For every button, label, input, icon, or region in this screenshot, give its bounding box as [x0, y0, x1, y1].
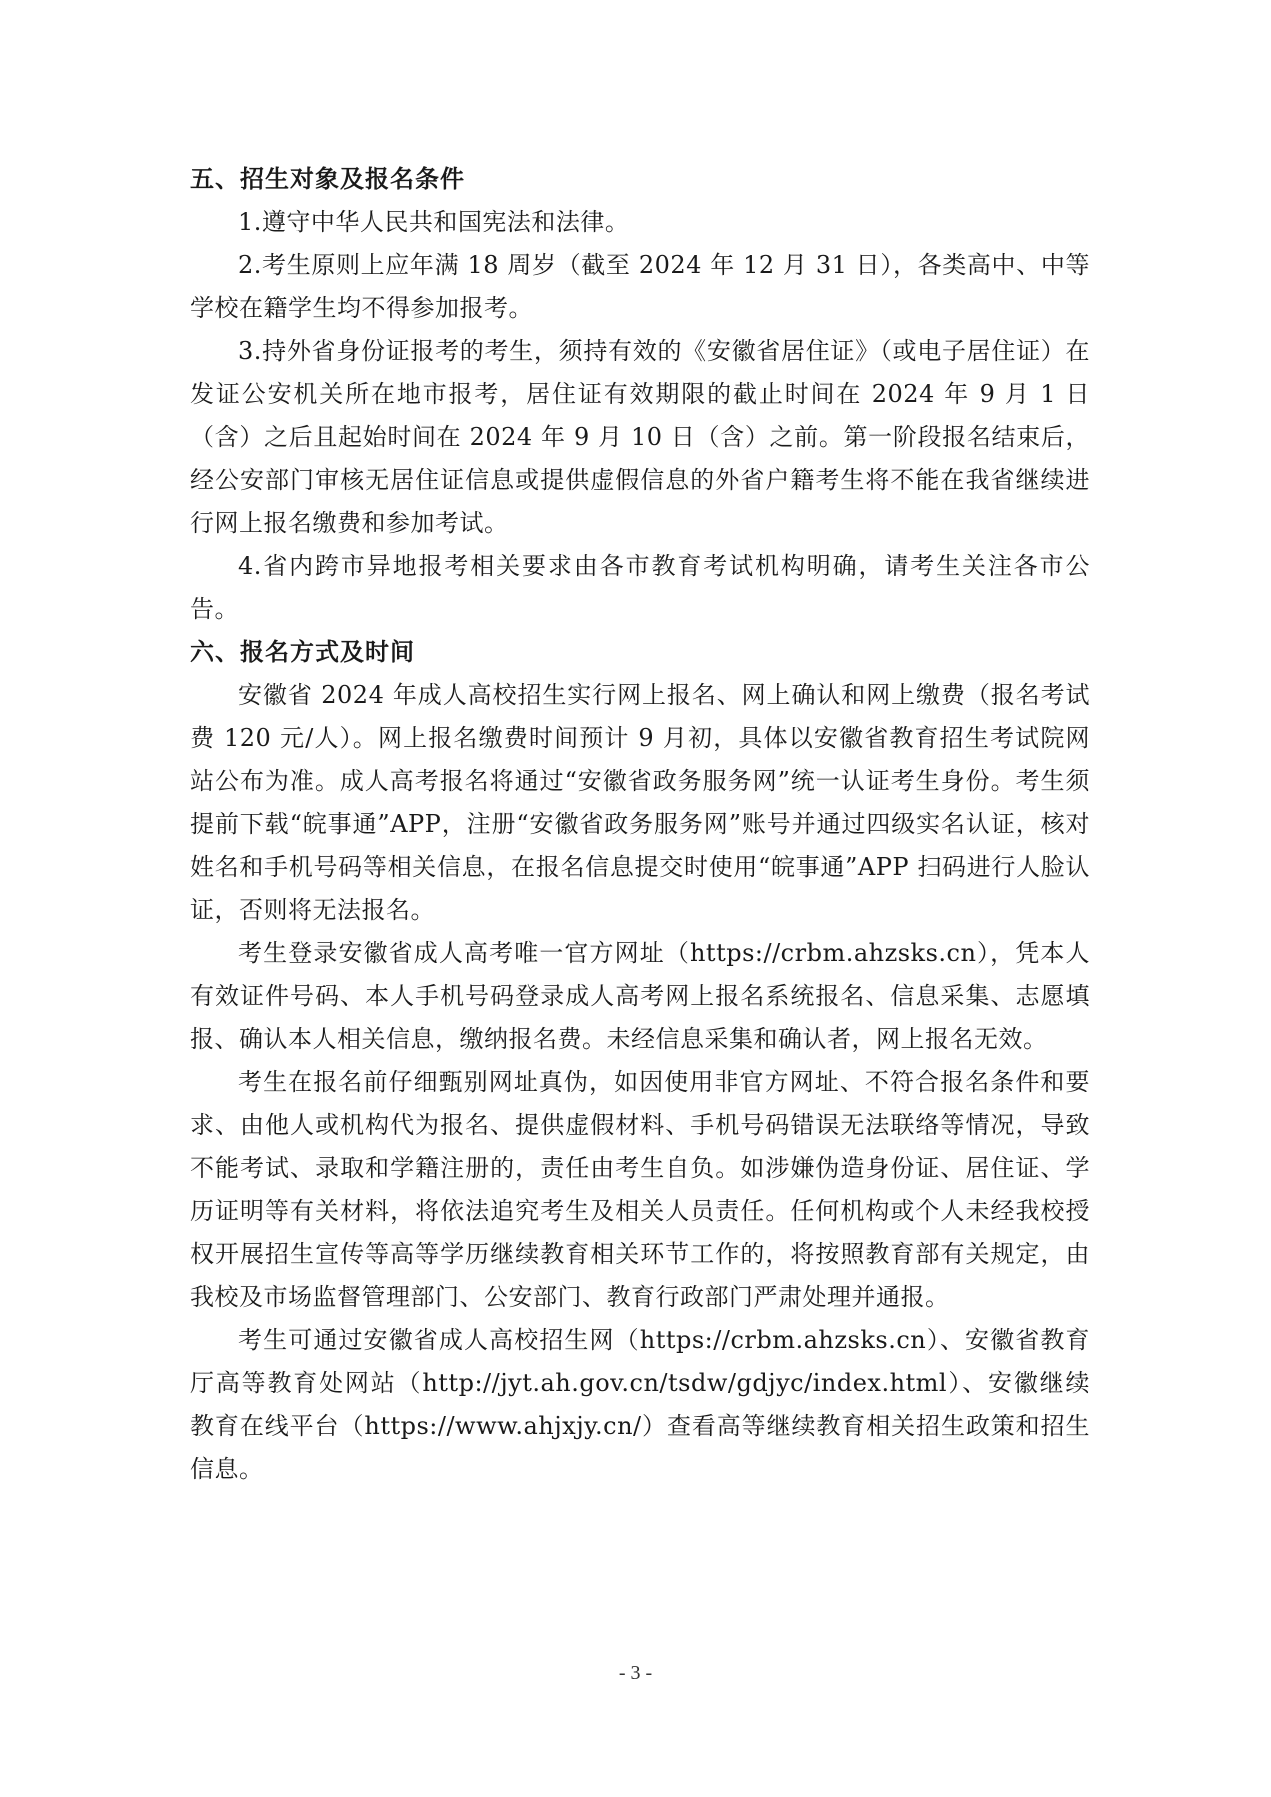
section6-paragraph-4: 考生可通过安徽省成人高校招生网（https://crbm.ahzsks.cn）、安徽省教育厅高等教育处网站（http://jyt.ah.gov.cn/tsdw/gdjyc/index.html）、安徽继续教育在线平台（https://www.ahjxjy.cn/）查看高等继续教育相关招生政策和招生信息。 — [190, 1326, 1090, 1483]
section6-paragraph-3: 考生在报名前仔细甄别网址真伪，如因使用非官方网址、不符合报名条件和要求、由他人或机构代为报名、提供虚假材料、手机号码错误无法联络等情况，导致不能考试、录取和学籍注册的，责任由考生自负。如涉嫌伪造身份证、居住证、学历证明等有关材料，将依法追究考生及相关人员责任。任何机构或个人未经我校授权开展招生宣传等高等学历继续教育相关环节工作的，将按照教育部有关规定，由我校及市场监督管理部门、公安部门、教育行政部门严肃处理并通报。 — [190, 1068, 1090, 1311]
section5-item-1: 1.遵守中华人民共和国宪法和法律。 — [238, 208, 630, 236]
section5-item-3: 3.持外省身份证报考的考生，须持有效的《安徽省居住证》（或电子居住证）在发证公安机关所在地市报考，居住证有效期限的截止时间在 2024 年 9 月 1 日（含）之后且起始时间在 2024 年 9 月 10 日（含）之前。第一阶段报名结束后，经公安部门审核无居住证信息或提供虚假信息的外省户籍考生将不能在我省继续进行网上报名缴费和参加考试。 — [190, 337, 1090, 537]
section6-paragraph-2: 考生登录安徽省成人高考唯一官方网址（https://crbm.ahzsks.cn），凭本人有效证件号码、本人手机号码登录成人高考网上报名系统报名、信息采集、志愿填报、确认本人相关信息，缴纳报名费。未经信息采集和确认者，网上报名无效。 — [190, 939, 1090, 1053]
page-number: - 3 - — [618, 1662, 653, 1684]
section-heading-5: 五、招生对象及报名条件 — [190, 165, 465, 193]
section-heading-6: 六、报名方式及时间 — [190, 638, 415, 666]
section6-paragraph-1: 安徽省 2024 年成人高校招生实行网上报名、网上确认和网上缴费（报名考试费 120 元/人）。网上报名缴费时间预计 9 月初，具体以安徽省教育招生考试院网站公布为准。成人高考报名将通过“安徽省政务服务网”统一认证考生身份。考生须提前下载“皖事通”APP，注册“安徽省政务服务网”账号并通过四级实名认证，核对姓名和手机号码等相关信息，在报名信息提交时使用“皖事通”APP 扫码进行人脸认证，否则将无法报名。 — [190, 681, 1090, 924]
section5-item-2: 2.考生原则上应年满 18 周岁（截至 2024 年 12 月 31 日），各类高中、中等学校在籍学生均不得参加报考。 — [190, 251, 1090, 322]
document-body — [190, 158, 1090, 1491]
section5-item-4: 4.省内跨市异地报考相关要求由各市教育考试机构明确，请考生关注各市公告。 — [190, 552, 1090, 623]
